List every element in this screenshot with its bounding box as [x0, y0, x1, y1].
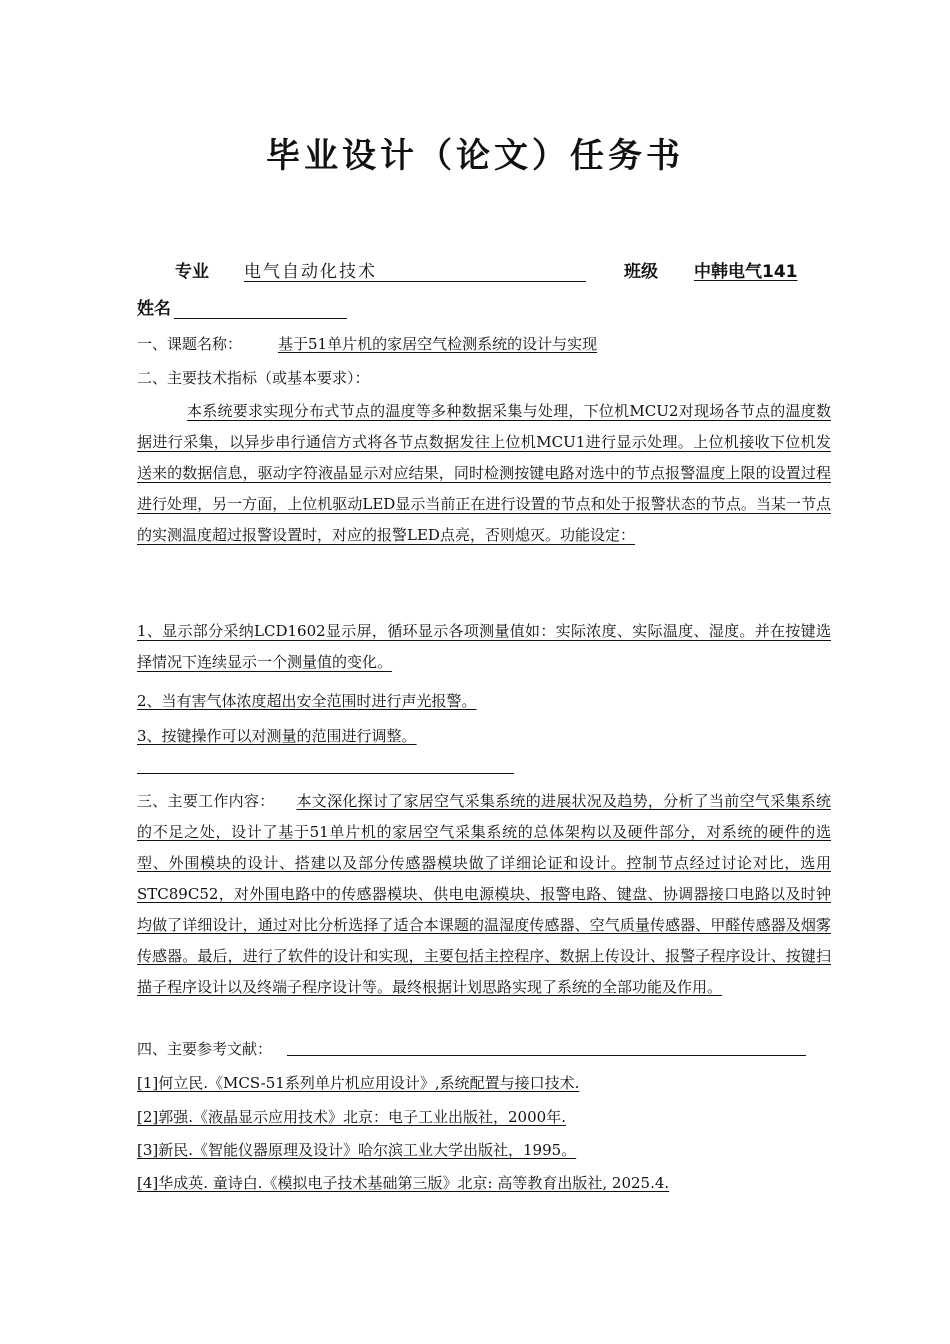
section-divider: [137, 773, 514, 774]
reference-item: [2]郭强.《液晶显示应用技术》北京：电子工业出版社，2000年.: [137, 1108, 566, 1126]
major-underline: [244, 281, 586, 282]
document-title: 毕业设计（论文）任务书: [266, 136, 684, 176]
requirements-intro: 本系统要求实现分布式节点的温度等多种数据采集与处理，下位机MCU2对现场各节点的温度数据进行采集，以异步串行通信方式将各节点数据发往上位机MCU1进行显示处理。上位机接收下位机发送来的数据信息，驱动字符液晶显示对应结果，同时检测按键电路对选中的节点报警温度上限的设置过程进行处理，另一方面，上位机驱动LED显示当前正在进行设置的节点和处于报警状态的节点。当某一节点的实测温度超过报警设置时，对应的报警LED点亮，否则熄灭。功能设定：: [137, 402, 831, 544]
work-content: [137, 786, 831, 1003]
references-heading: 四、主要参考文献：: [137, 1040, 273, 1058]
requirements-heading: 二、主要技术指标（或基本要求）：: [137, 369, 370, 387]
class-label: 班级: [624, 262, 658, 282]
major-value: 电气自动化技术: [244, 262, 377, 282]
major-label: 专业: [175, 262, 209, 282]
class-value: 中韩电气141: [694, 262, 798, 282]
requirement-item-1: 1、显示部分采纳LCD1602显示屏，循环显示各项测量值如：实际浓度、实际温度、湿度。并在按键选择情况下连续显示一个测量值的变化。: [137, 622, 831, 671]
reference-item: [4]华成英. 童诗白.《模拟电子技术基础第三版》北京: 高等教育出版社, 2025.4.: [137, 1174, 670, 1192]
topic-label: 一、课题名称：: [137, 335, 243, 353]
work-content-label: 三、主要工作内容：: [137, 792, 275, 810]
references-heading-underline: [287, 1055, 806, 1056]
reference-item: [3]新民.《智能仪器原理及设计》哈尔滨工业大学出版社，1995。: [137, 1141, 577, 1159]
topic-value: 基于51单片机的家居空气检测系统的设计与实现: [278, 335, 598, 353]
requirement-item-3: 3、按键操作可以对测量的范围进行调整。: [137, 727, 417, 745]
reference-item: [1]何立民.《MCS-51系列单片机应用设计》,系统配置与接口技术.: [137, 1074, 580, 1092]
work-content-text: 本文深化探讨了家居空气采集系统的进展状况及趋势，分析了当前空气采集系统的不足之处，设计了基于51单片机的家居空气采集系统的总体架构以及硬件部分，对系统的硬件的选型、外围模块的设计、搭建以及部分传感器模块做了详细论证和设计。控制节点经过讨论对比，选用STC89C52，对外围电路中的传感器模块、供电电源模块、报警电路、键盘、协调器接口电路以及时钟均做了详细设计，通过对比分析选择了适合本课题的温湿度传感器、空气质量传感器、甲醛传感器及烟雾传感器。最后，进行了软件的设计和实现，主要包括主控程序、数据上传设计、报警子程序设计、按键扫描子程序设计以及终端子程序设计等。最终根据计划思路实现了系统的全部功能及作用。: [137, 792, 831, 996]
name-label: 姓名: [137, 299, 171, 319]
requirement-item-2: 2、当有害气体浓度超出安全范围时进行声光报警。: [137, 692, 477, 710]
name-underline: [174, 318, 347, 319]
